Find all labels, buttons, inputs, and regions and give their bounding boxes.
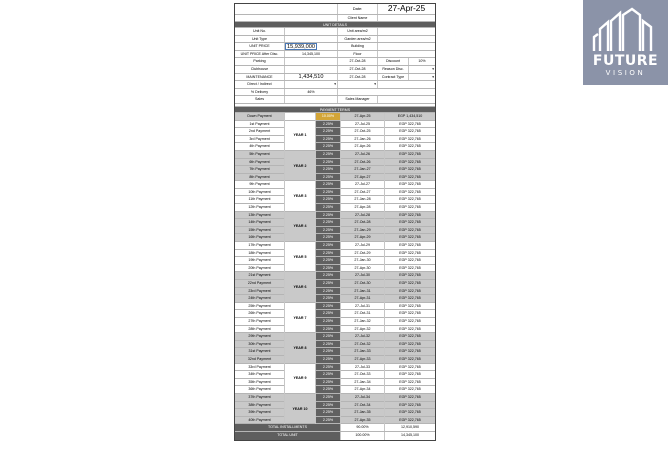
- clubhouse-row: [235, 66, 435, 74]
- installment-amount: EGP 322,765: [385, 204, 435, 212]
- installment-percent[interactable]: 2.25%: [316, 303, 340, 311]
- installment-date: 27-Oct-26: [341, 159, 384, 167]
- unit-type-row: [235, 36, 435, 44]
- installment-label: 36th Payment: [235, 386, 284, 394]
- installment-amount: EGP 322,765: [385, 288, 435, 296]
- discount-label: Discount: [378, 58, 409, 65]
- installment-label: 9th Payment: [235, 181, 284, 189]
- installment-percent[interactable]: 2.25%: [316, 394, 340, 402]
- installment-amount: EGP 322,765: [385, 379, 435, 387]
- year-group-label: YEAR 1: [285, 121, 315, 151]
- year-group-label: YEAR 2: [285, 151, 315, 181]
- installment-percent[interactable]: 2.25%: [316, 189, 340, 197]
- chevron-down-icon: ▾: [374, 82, 376, 87]
- installment-amount: EGP 322,765: [385, 333, 435, 341]
- installment-percent[interactable]: 2.25%: [316, 326, 340, 334]
- installment-percent[interactable]: 2.25%: [316, 196, 340, 204]
- floor-label: Floor: [338, 51, 378, 58]
- installment-label: 21st Payment: [235, 272, 284, 280]
- installment-percent[interactable]: 2.25%: [316, 295, 340, 303]
- installment-percent[interactable]: 2.25%: [316, 174, 340, 182]
- installment-amount: EGP 322,765: [385, 341, 435, 349]
- chevron-down-icon: ▾: [432, 66, 434, 71]
- installment-percent[interactable]: 2.25%: [316, 227, 340, 235]
- down-payment-date: 27-Apr-25: [341, 113, 384, 121]
- installment-percent[interactable]: 2.25%: [316, 234, 340, 242]
- installment-amount: EGP 322,765: [385, 356, 435, 364]
- installment-date: 27-Oct-32: [341, 341, 384, 349]
- price-after-disc-value: 14,345,100: [285, 51, 338, 58]
- unit-type-field[interactable]: [285, 36, 338, 43]
- installment-label: 40th Payment: [235, 417, 284, 425]
- client-row: [235, 15, 435, 23]
- year-group-label: YEAR 7: [285, 303, 315, 333]
- logo-sub-text: VISION: [605, 69, 646, 77]
- installment-percent[interactable]: 2.25%: [316, 250, 340, 258]
- installment-date: 27-Oct-25: [341, 128, 384, 136]
- unit-details-title: UNIT DETAILS: [235, 22, 435, 28]
- installment-amount: EGP 322,765: [385, 227, 435, 235]
- installment-amount: EGP 322,765: [385, 219, 435, 227]
- year-column: [285, 113, 316, 425]
- installment-amount: EGP 322,765: [385, 121, 435, 129]
- clubhouse-label: Clubhouse: [235, 66, 285, 73]
- date-column: [341, 113, 385, 425]
- sales-manager-label: Sales Manager: [338, 96, 378, 103]
- installment-percent[interactable]: 2.25%: [316, 121, 340, 129]
- delivery-label: % Delivery: [235, 89, 285, 96]
- year-group-label: YEAR 3: [285, 181, 315, 211]
- installment-amount: EGP 322,765: [385, 189, 435, 197]
- sales-label: Sales: [235, 96, 285, 103]
- total-installments-row: [235, 424, 435, 432]
- installment-amount: EGP 322,765: [385, 402, 435, 410]
- direct-indirect-dropdown[interactable]: [285, 81, 338, 88]
- installment-percent[interactable]: 2.25%: [316, 417, 340, 425]
- direct-indirect-row: [235, 81, 435, 89]
- future-vision-logo: [583, 0, 668, 85]
- installment-label: 7th Payment: [235, 166, 284, 174]
- maintenance-value: 1,434,510: [285, 74, 338, 81]
- installment-label: 3rd Payment: [235, 136, 284, 144]
- sales-row: [235, 96, 435, 104]
- installment-amount: EGP 322,765: [385, 318, 435, 326]
- installment-amount: EGP 322,765: [385, 181, 435, 189]
- date-row: [235, 4, 435, 15]
- installment-date: 27-Jul-26: [341, 151, 384, 159]
- installment-amount: EGP 322,765: [385, 417, 435, 425]
- unit-no-field[interactable]: [285, 28, 338, 35]
- installment-percent[interactable]: 2.25%: [316, 318, 340, 326]
- installment-label: 1st Payment: [235, 121, 284, 129]
- unit-no-row: [235, 28, 435, 36]
- installment-percent[interactable]: 2.25%: [316, 166, 340, 174]
- payment-terms-title: PAYMENT TERMS: [235, 107, 435, 113]
- installment-percent[interactable]: 2.25%: [316, 128, 340, 136]
- building-label: Building: [338, 43, 378, 50]
- installment-percent[interactable]: 2.25%: [316, 151, 340, 159]
- installment-amount: EGP 322,765: [385, 128, 435, 136]
- installment-percent[interactable]: 2.25%: [316, 159, 340, 167]
- installment-percent[interactable]: 2.25%: [316, 280, 340, 288]
- installment-label: 24th Payment: [235, 295, 284, 303]
- installment-amount: EGP 322,765: [385, 250, 435, 258]
- installment-date: 27-Jan-27: [341, 166, 384, 174]
- installment-date: 27-Jan-32: [341, 318, 384, 326]
- installment-percent[interactable]: 2.25%: [316, 136, 340, 144]
- installment-percent[interactable]: 2.25%: [316, 386, 340, 394]
- parking-field[interactable]: [285, 58, 338, 65]
- down-payment-percent[interactable]: 10.00%: [316, 113, 340, 121]
- installment-date: 27-Apr-27: [341, 174, 384, 182]
- installment-amount: EGP 322,765: [385, 174, 435, 182]
- installment-percent[interactable]: 2.25%: [316, 143, 340, 151]
- price-after-disc-label: UNIT PRICE After Disc.: [235, 51, 285, 58]
- installment-date: 27-Jul-34: [341, 394, 384, 402]
- total-unit-row: [235, 432, 435, 440]
- installment-amount: EGP 322,765: [385, 242, 435, 250]
- installment-percent[interactable]: 2.25%: [316, 212, 340, 220]
- year-group-label: YEAR 9: [285, 364, 315, 394]
- installment-date: 27-Apr-34: [341, 386, 384, 394]
- installment-label: 10th Payment: [235, 189, 284, 197]
- installment-date: 27-Jul-25: [341, 121, 384, 129]
- installment-amount: EGP 322,765: [385, 280, 435, 288]
- installment-label: 31st Payment: [235, 348, 284, 356]
- installment-label: 20th Payment: [235, 265, 284, 273]
- installment-label: 16th Payment: [235, 234, 284, 242]
- year-group-label: YEAR 5: [285, 242, 315, 272]
- installment-date: 27-Jan-31: [341, 288, 384, 296]
- installment-date: 27-Oct-31: [341, 310, 384, 318]
- garden-area-label: Garden area/m2: [338, 36, 378, 43]
- total-installments-percent: 90.00%: [341, 424, 385, 431]
- installment-date: 27-Jan-26: [341, 136, 384, 144]
- installment-amount: EGP 322,765: [385, 257, 435, 265]
- installment-label: 34th Payment: [235, 371, 284, 379]
- maintenance-row: [235, 74, 435, 82]
- installment-date: 27-Jul-32: [341, 333, 384, 341]
- installment-date: 27-Jan-29: [341, 227, 384, 235]
- installment-label: 15th Payment: [235, 227, 284, 235]
- installment-amount: EGP 322,765: [385, 151, 435, 159]
- installment-percent[interactable]: 2.25%: [316, 364, 340, 372]
- installment-percent[interactable]: 2.25%: [316, 272, 340, 280]
- garden-area-field[interactable]: [378, 36, 435, 43]
- installment-percent[interactable]: 2.25%: [316, 371, 340, 379]
- installment-amount: EGP 322,765: [385, 136, 435, 144]
- installment-date: 27-Apr-35: [341, 417, 384, 425]
- installment-percent[interactable]: 2.25%: [316, 409, 340, 417]
- installment-label: 32nd Payment: [235, 356, 284, 364]
- installment-percent[interactable]: 2.25%: [316, 356, 340, 364]
- installment-percent[interactable]: 2.25%: [316, 310, 340, 318]
- installment-date: 27-Apr-33: [341, 356, 384, 364]
- installment-date: 27-Apr-30: [341, 265, 384, 273]
- installment-label: 17th Payment: [235, 242, 284, 250]
- installment-label: 8th Payment: [235, 174, 284, 182]
- installment-date: 27-Jan-30: [341, 257, 384, 265]
- installment-percent[interactable]: 2.25%: [316, 288, 340, 296]
- installment-amount: EGP 322,765: [385, 409, 435, 417]
- installment-date: 27-Apr-28: [341, 204, 384, 212]
- installment-date: 27-Jul-29: [341, 242, 384, 250]
- installment-date: 27-Oct-28: [341, 219, 384, 227]
- direct-indirect-label: Direct / Indirect: [235, 81, 285, 88]
- installment-amount: EGP 322,765: [385, 212, 435, 220]
- sales-field[interactable]: [285, 96, 338, 103]
- amount-column: [385, 113, 435, 425]
- unit-price-row: [235, 43, 435, 51]
- installment-date: 27-Apr-31: [341, 295, 384, 303]
- payment-table: [235, 113, 435, 425]
- installment-label: 6th Payment: [235, 159, 284, 167]
- installment-percent[interactable]: 2.25%: [316, 379, 340, 387]
- installment-date: 27-Jan-28: [341, 196, 384, 204]
- total-installments-label: TOTAL INSTALLMENTS: [235, 424, 341, 431]
- installment-percent[interactable]: 2.25%: [316, 341, 340, 349]
- unit-type-label: Unit Type: [235, 36, 285, 43]
- total-unit-percent: 100.00%: [341, 432, 385, 440]
- maintenance-label: MAINTENANCE: [235, 74, 285, 81]
- down-payment-amount: EGP 1,434,510: [385, 113, 435, 121]
- contract-type-label: Contract Type: [378, 74, 409, 81]
- unit-price-input[interactable]: 15,939,000: [287, 44, 315, 50]
- installment-date: 27-Jan-34: [341, 379, 384, 387]
- installment-amount: EGP 322,765: [385, 326, 435, 334]
- clubhouse-field[interactable]: [285, 66, 338, 73]
- installment-label: 28th Payment: [235, 326, 284, 334]
- installment-label: 23rd Payment: [235, 288, 284, 296]
- installment-amount: EGP 322,765: [385, 272, 435, 280]
- unit-no-label: Unit No.: [235, 28, 285, 35]
- reason-disc-dropdown[interactable]: [409, 66, 435, 73]
- installment-label: 13th Payment: [235, 212, 284, 220]
- installment-amount: EGP 322,765: [385, 303, 435, 311]
- installment-date: 27-Oct-30: [341, 280, 384, 288]
- down-payment-label: Down Payment: [235, 113, 284, 121]
- installment-amount: EGP 322,765: [385, 386, 435, 394]
- year-group-label: YEAR 4: [285, 212, 315, 242]
- year-group-label: YEAR 10: [285, 394, 315, 424]
- installment-label: 18th Payment: [235, 250, 284, 258]
- installment-date: 27-Apr-29: [341, 234, 384, 242]
- chevron-down-icon: ▾: [432, 74, 434, 79]
- installment-date: 27-Apr-32: [341, 326, 384, 334]
- sales-manager-field[interactable]: [378, 96, 435, 103]
- date-label: Date:: [338, 4, 378, 14]
- installment-date: 27-Jan-35: [341, 409, 384, 417]
- installment-date: 27-Jul-28: [341, 212, 384, 220]
- installment-label: 35th Payment: [235, 379, 284, 387]
- logo-brand-text: FUTURE: [592, 53, 659, 69]
- installment-label: 27th Payment: [235, 318, 284, 326]
- installment-date: 27-Jul-33: [341, 364, 384, 372]
- payment-plan-sheet: [234, 3, 436, 441]
- year-group-label: YEAR 8: [285, 333, 315, 363]
- installment-percent[interactable]: 2.25%: [316, 204, 340, 212]
- skyline-icon: [590, 7, 661, 52]
- installment-amount: EGP 322,765: [385, 348, 435, 356]
- clubhouse-date: 27-Oct-28: [338, 66, 378, 73]
- installment-label: 39th Payment: [235, 409, 284, 417]
- installment-amount: EGP 322,765: [385, 196, 435, 204]
- total-unit-amount: 14,345,100: [401, 433, 419, 438]
- unit-area-label: Unit area/m2: [338, 28, 378, 35]
- client-name-field[interactable]: [378, 15, 435, 22]
- installment-date: 27-Apr-26: [341, 143, 384, 151]
- installment-percent[interactable]: 2.25%: [316, 265, 340, 273]
- building-field[interactable]: [378, 43, 435, 50]
- payment-label-column: [235, 113, 285, 425]
- installment-label: 5th Payment: [235, 151, 284, 159]
- installment-percent[interactable]: 2.25%: [316, 402, 340, 410]
- total-installments-amount: 12,910,590: [401, 425, 419, 430]
- date-value[interactable]: 27-Apr-25: [387, 4, 426, 13]
- installment-percent[interactable]: 2.25%: [316, 219, 340, 227]
- installment-amount: EGP 322,765: [385, 310, 435, 318]
- year-group-label: YEAR 6: [285, 272, 315, 302]
- installment-date: 27-Oct-34: [341, 402, 384, 410]
- extra-dropdown[interactable]: [338, 81, 378, 88]
- installment-percent[interactable]: 2.25%: [316, 348, 340, 356]
- installment-amount: EGP 322,765: [385, 143, 435, 151]
- installment-percent[interactable]: 2.25%: [316, 181, 340, 189]
- percent-column: [316, 113, 341, 425]
- parking-row: [235, 58, 435, 66]
- installment-label: 30th Payment: [235, 341, 284, 349]
- installment-label: 22nd Payment: [235, 280, 284, 288]
- installment-amount: EGP 322,765: [385, 394, 435, 402]
- installment-label: 19th Payment: [235, 257, 284, 265]
- installment-percent[interactable]: 2.25%: [316, 257, 340, 265]
- total-unit-label: TOTAL UNIT: [235, 432, 341, 440]
- installment-date: 27-Oct-33: [341, 371, 384, 379]
- installment-date: 27-Jul-30: [341, 272, 384, 280]
- client-name-label: Client Name: [338, 15, 378, 22]
- installment-amount: EGP 322,765: [385, 159, 435, 167]
- discount-value[interactable]: 10%: [418, 59, 426, 64]
- installment-date: 27-Oct-29: [341, 250, 384, 258]
- delivery-row: [235, 89, 435, 97]
- installment-label: 38th Payment: [235, 402, 284, 410]
- installment-label: 37th Payment: [235, 394, 284, 402]
- installment-label: 12th Payment: [235, 204, 284, 212]
- floor-field[interactable]: [378, 51, 435, 58]
- installment-label: 14th Payment: [235, 219, 284, 227]
- installment-label: 4th Payment: [235, 143, 284, 151]
- unit-area-field[interactable]: [378, 28, 435, 35]
- chevron-down-icon: ▾: [334, 82, 336, 87]
- installment-amount: EGP 322,765: [385, 295, 435, 303]
- price-after-disc-row: [235, 51, 435, 59]
- installment-label: 2nd Payment: [235, 128, 284, 136]
- installment-date: 27-Jul-27: [341, 181, 384, 189]
- installment-date: 27-Jan-33: [341, 348, 384, 356]
- installment-date: 27-Jul-31: [341, 303, 384, 311]
- installment-percent[interactable]: 2.25%: [316, 242, 340, 250]
- delivery-value: 46%: [285, 89, 338, 96]
- parking-date: 27-Oct-28: [338, 58, 378, 65]
- unit-price-label: UNIT PRICE: [235, 43, 285, 50]
- installment-label: 11th Payment: [235, 196, 284, 204]
- installment-label: 29th Payment: [235, 333, 284, 341]
- installment-amount: EGP 322,765: [385, 265, 435, 273]
- installment-amount: EGP 322,765: [385, 364, 435, 372]
- maintenance-date: 27-Oct-28: [338, 74, 378, 81]
- installment-amount: EGP 322,765: [385, 234, 435, 242]
- reason-disc-label: Reason Disc.: [378, 66, 409, 73]
- installment-percent[interactable]: 2.25%: [316, 333, 340, 341]
- installment-date: 27-Oct-27: [341, 189, 384, 197]
- installment-label: 26th Payment: [235, 310, 284, 318]
- contract-type-dropdown[interactable]: [409, 74, 435, 81]
- installment-label: 25th Payment: [235, 303, 284, 311]
- installment-amount: EGP 322,765: [385, 371, 435, 379]
- parking-label: Parking: [235, 58, 285, 65]
- installment-label: 33rd Payment: [235, 364, 284, 372]
- installment-amount: EGP 322,765: [385, 166, 435, 174]
